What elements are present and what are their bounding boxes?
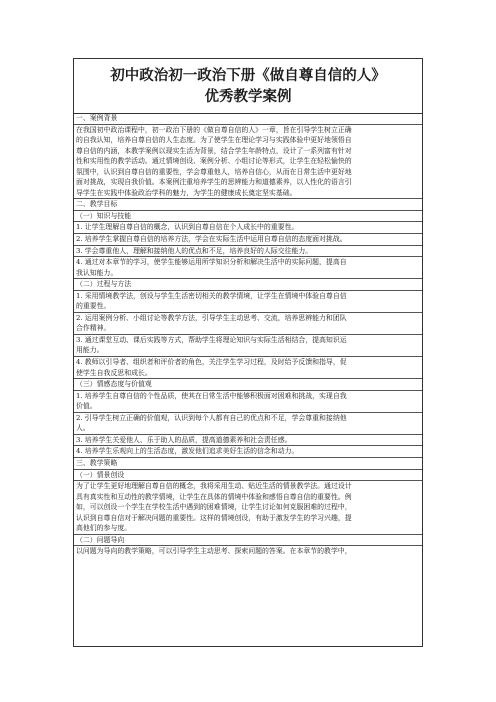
text-line: 认识到自尊自信对于解决问题的重要性。这样的情境创设，有助于激发学生的学习兴趣，提 [76,513,352,522]
table-row [74,379,422,391]
text-line: 一、案例背景 [76,114,118,122]
text-line: 1. 采用情境教学法，创设与学生生活密切相关的教学情境，让学生在情境中体验自尊自信 [76,291,347,300]
text-line: （一）知识与技能 [76,211,132,220]
document-table [73,58,423,647]
text-line: 的自我认知，培养自尊自信的人生态度。为了使学生在理论学习与实践体验中更好地领悟自 [76,136,352,145]
text-line: 合作精神。 [76,324,111,333]
table-row [74,335,422,357]
text-line: 面对挑战，实现自我价值。本案例注重培养学生的思辨能力和道德素养，以人性化的语言引 [76,178,352,187]
content-rows [74,113,422,557]
table-row [74,125,422,200]
text-line: 性和实用性的教学活动。通过情境创设、案例分析、小组讨论等形式，让学生在轻松愉快的 [76,157,352,166]
table-row [74,199,422,211]
text-line: 4. 教师以引导者、组织者和评价者的角色，关注学生学习过程，及时给予反馈和指导，促 [76,358,347,367]
text-line: 导学生在实践中体验政治学科的魅力，为学生的健康成长奠定坚实基础。 [76,188,297,197]
text-line: 以问题为导向的教学策略，可以引导学生主动思考、探索问题的答案。在本章节的教学中， [76,547,352,556]
table-row [74,458,422,470]
table-row [74,113,422,125]
table-row [74,291,422,313]
text-line: 的重要性。 [76,302,111,311]
text-line: 为了让学生更好地理解自尊自信的概念，我将采用生动、贴近生活的情景教学法。通过设计 [76,482,352,491]
text-line: 3. 学会尊重他人，理解和接纳他人的优点和不足，培养良好的人际交往能力。 [76,246,313,255]
table-row [74,535,422,547]
text-line: 氛围中，认识到自尊自信的重要性，学会尊重他人，培养自信心，从而在日常生活中更好地 [76,167,352,176]
text-line: 具有真实性和互动性的教学情境，让学生在具体的情境中体验和感悟自尊自信的重要性。例 [76,492,352,501]
table-row [74,246,422,258]
text-line: （二）过程与方法 [76,280,132,289]
table-row [74,211,422,223]
text-line: 4. 通过对本章节的学习，使学生能够运用所学知识分析和解决生活中的实际问题，提高自 [76,258,347,267]
text-line: 尊自信的内涵，本教学案例以现实生活为背景，结合学生年龄特点，设计了一系列富有针对 [76,146,352,155]
text-line: （二）问题导向 [76,535,125,544]
table-row [74,234,422,246]
text-line: 用能力。 [76,346,104,355]
text-line: 1. 培养学生自尊自信的个性品质，使其在日常生活中能够积极面对困难和挑战，实现自我 [76,391,347,400]
table-row [74,413,422,435]
text-line: 三、教学策略 [76,458,118,467]
text-line: 价值。 [76,402,97,411]
text-line: 3. 通过课堂互动、课后实践等方式，帮助学生将理论知识与实际生活相结合，提高知识运 [76,335,347,344]
table-row [74,435,422,447]
text-line: （一）情景创设 [76,470,125,479]
table-row [74,470,422,482]
text-line: 3. 培养学生关爱他人、乐于助人的品质，提高道德素养和社会责任感。 [76,435,292,444]
table-row [74,222,422,234]
text-line: 二、教学目标 [76,200,118,209]
text-line: 高他们的参与度。 [76,524,132,533]
table-row [74,446,422,458]
text-line: 如，可以创设一个学生在学校生活中遇到的困难情境，让学生讨论如何克服困难的过程中， [76,503,352,512]
text-line: 1. 让学生理解自尊自信的概念，认识到自尊自信在个人成长中的重要性。 [76,223,299,232]
table-row [74,279,422,291]
page-subtitle: 优秀教学案例 [204,88,292,105]
title-cell [74,59,422,114]
text-line: 在我国初中政治课程中，初一政治下册的《做自尊自信的人》一章，旨在引导学生树立正确 [76,125,352,134]
text-line: 4. 培养学生乐观向上的生活态度，激发他们追求美好生活的信念和动力。 [76,447,299,456]
table-row [74,391,422,413]
table-row [74,546,422,557]
table-row [74,481,422,535]
text-line: 2. 运用案例分析、小组讨论等教学方法，引导学生主动思考、交流，培养思辨能力和团队 [76,313,347,322]
text-line: 我认知能力。 [76,268,118,277]
table-row [74,357,422,379]
text-line: 使学生自我反思和成长。 [76,368,152,377]
page-title: 初中政治初一政治下册《做自尊自信的人》 [110,67,386,84]
table-row [74,257,422,279]
text-line: 2. 引导学生树立正确的价值观，认识到每个人都有自己的优点和不足，学会尊重和接纳他 [76,413,347,422]
text-line: 2. 培养学生掌握自尊自信的培养方法，学会在实际生活中运用自尊自信的态度面对挑战。 [76,235,347,244]
text-line: （三）情感态度与价值观 [76,380,152,389]
table-row [74,313,422,335]
text-line: 人。 [76,424,90,433]
